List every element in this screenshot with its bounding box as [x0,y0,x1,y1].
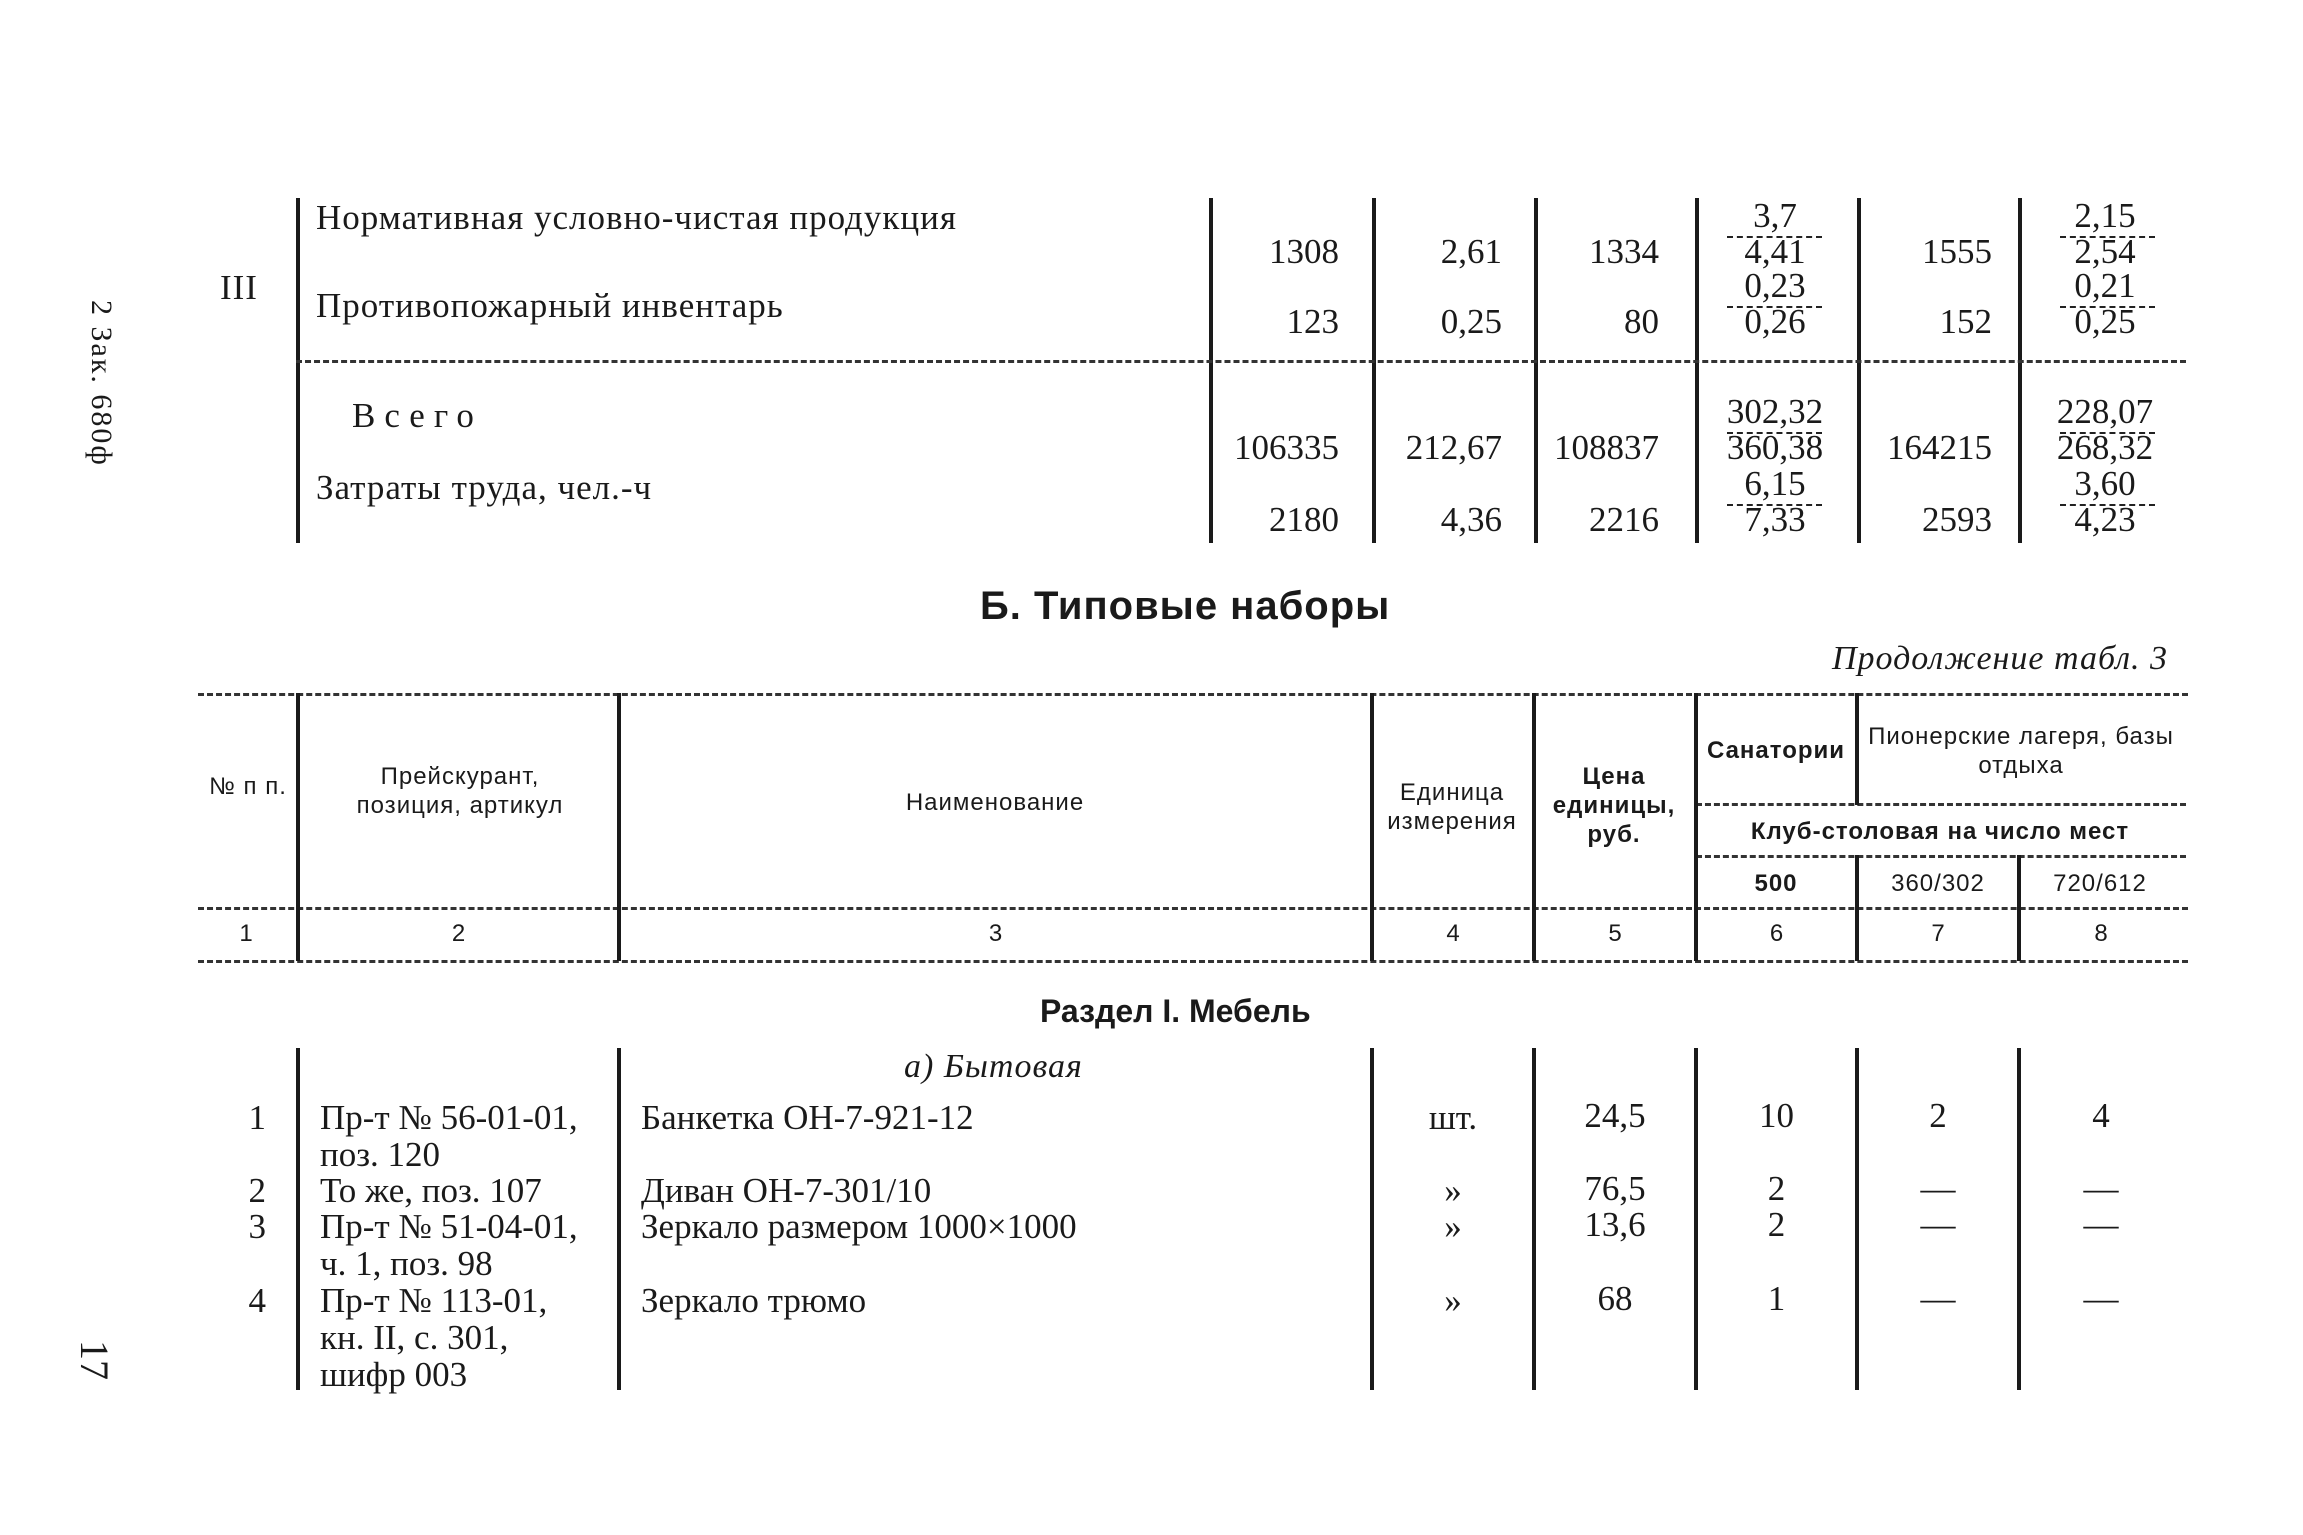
item-qty: 4 [2092,1096,2110,1135]
row-number: 2 [248,1171,266,1210]
item-qty: 2 [1767,1169,1786,1208]
column-number: 4 [1446,920,1460,947]
price-list-line: Пр-т № 113-01, [320,1281,548,1320]
column-number: 2 [451,920,466,947]
item-qty: — [2083,1279,2119,1318]
cell-fraction-top: 6,15 [1744,464,1806,503]
item-unit: » [1444,1207,1462,1246]
item-unit: » [1444,1281,1462,1320]
cell: 164215 [1887,428,1992,467]
price-list-line: поз. 120 [320,1135,441,1174]
row-number: 1 [248,1098,266,1137]
price-list-line: ч. 1, поз. 98 [320,1244,493,1283]
cell: 123 [1286,302,1339,341]
cell-fraction-bottom: 7,33 [1744,500,1806,539]
item-price: 13,6 [1584,1205,1646,1244]
cell-fraction-bottom: 4,23 [2074,500,2136,539]
column-number: 3 [988,920,1003,947]
row-label: Противопожарный инвентарь [316,286,784,325]
cell-fraction-bottom: 268,32 [2056,428,2154,467]
page-number: 17 [72,1340,117,1380]
header-col-name: Наименование [905,789,1085,816]
header-sanatorii: Санатории [1706,737,1846,764]
cell-fraction-bottom: 2,54 [2074,232,2136,271]
cell: 80 [1624,302,1659,341]
item-qty: — [1920,1205,1956,1244]
cell-fraction-top: 0,23 [1744,266,1806,305]
header-col-unit: Единица измерения [1387,779,1517,835]
total-label: Затраты труда, чел.-ч [316,468,653,507]
column-number: 5 [1608,920,1622,947]
subsection-title: а) Бытовая [904,1048,1083,1085]
cell: 152 [1939,302,1992,341]
item-unit: шт. [1428,1098,1478,1137]
cell-fraction-bottom: 0,25 [2074,302,2136,341]
row-label: Нормативная условно-чистая продукция [316,198,957,237]
header-col-number: № п п. [209,773,287,800]
header-col-price-list: Прейскурант, позиция, артикул [356,763,564,819]
header-col-price: Цена единицы, руб. [1552,763,1676,848]
cell-fraction-bottom: 4,41 [1744,232,1806,271]
header-seats-500: 500 [1754,870,1798,897]
item-unit: » [1444,1171,1462,1210]
column-number: 1 [239,920,253,947]
price-list-line: Пр-т № 51-04-01, [320,1207,578,1246]
item-qty: — [1920,1169,1956,1208]
margin-note: 2 Зак. 680ф [85,300,118,467]
cell: 2216 [1589,500,1659,539]
item-name: Зеркало трюмо [641,1281,867,1320]
cell: 1555 [1922,232,1992,271]
item-qty: 1 [1767,1279,1786,1318]
item-name: Зеркало размером 1000×1000 [641,1207,1077,1246]
group-label: III [220,268,258,307]
continuation-note: Продолжение табл. 3 [1832,640,2169,677]
item-qty: — [2083,1169,2119,1208]
cell-fraction-bottom: 0,26 [1744,302,1806,341]
section-title: Б. Типовые наборы [980,584,1391,628]
cell-fraction-bottom: 360,38 [1726,428,1824,467]
column-number: 7 [1931,920,1945,947]
cell: 2,61 [1440,232,1502,271]
cell: 2180 [1269,500,1339,539]
row-number: 4 [248,1281,266,1320]
item-qty: — [1920,1279,1956,1318]
item-qty: — [2083,1205,2119,1244]
column-number: 6 [1769,920,1784,947]
cell: 108837 [1554,428,1659,467]
item-price: 76,5 [1584,1169,1646,1208]
header-camps: Пионерские лагеря, базы отдыха [1868,723,2174,779]
header-seats-360: 360/302 [1891,870,1985,897]
header-club: Клуб-столовая на число мест [1750,818,2130,845]
cell-fraction-top: 3,7 [1753,196,1797,235]
item-qty: 10 [1759,1096,1794,1135]
price-list-line: То же, поз. 107 [320,1171,542,1210]
cell: 1334 [1589,232,1659,271]
header-seats-720: 720/612 [2053,870,2147,897]
item-name: Банкетка ОН-7-921-12 [641,1098,974,1137]
cell: 106335 [1234,428,1339,467]
item-price: 24,5 [1584,1096,1646,1135]
cell-fraction-top: 302,32 [1726,392,1824,431]
item-name: Диван ОН-7-301/10 [641,1171,932,1210]
cell-fraction-top: 2,15 [2074,196,2136,235]
price-list-line: шифр 003 [320,1355,468,1394]
cell: 212,67 [1405,428,1502,467]
total-label: Всего [352,396,483,435]
cell-fraction-top: 3,60 [2074,464,2136,503]
cell: 4,36 [1440,500,1502,539]
item-price: 68 [1597,1279,1633,1318]
column-number: 8 [2094,920,2108,947]
cell-fraction-top: 0,21 [2074,266,2136,305]
item-qty: 2 [1929,1096,1947,1135]
price-list-line: кн. II, с. 301, [320,1318,509,1357]
cell: 0,25 [1440,302,1502,341]
row-number: 3 [248,1207,266,1246]
item-qty: 2 [1767,1205,1786,1244]
cell: 2593 [1922,500,1992,539]
razdel-title: Раздел I. Мебель [1040,993,1311,1029]
cell: 1308 [1269,232,1339,271]
cell-fraction-top: 228,07 [2056,392,2154,431]
price-list-line: Пр-т № 56-01-01, [320,1098,578,1137]
